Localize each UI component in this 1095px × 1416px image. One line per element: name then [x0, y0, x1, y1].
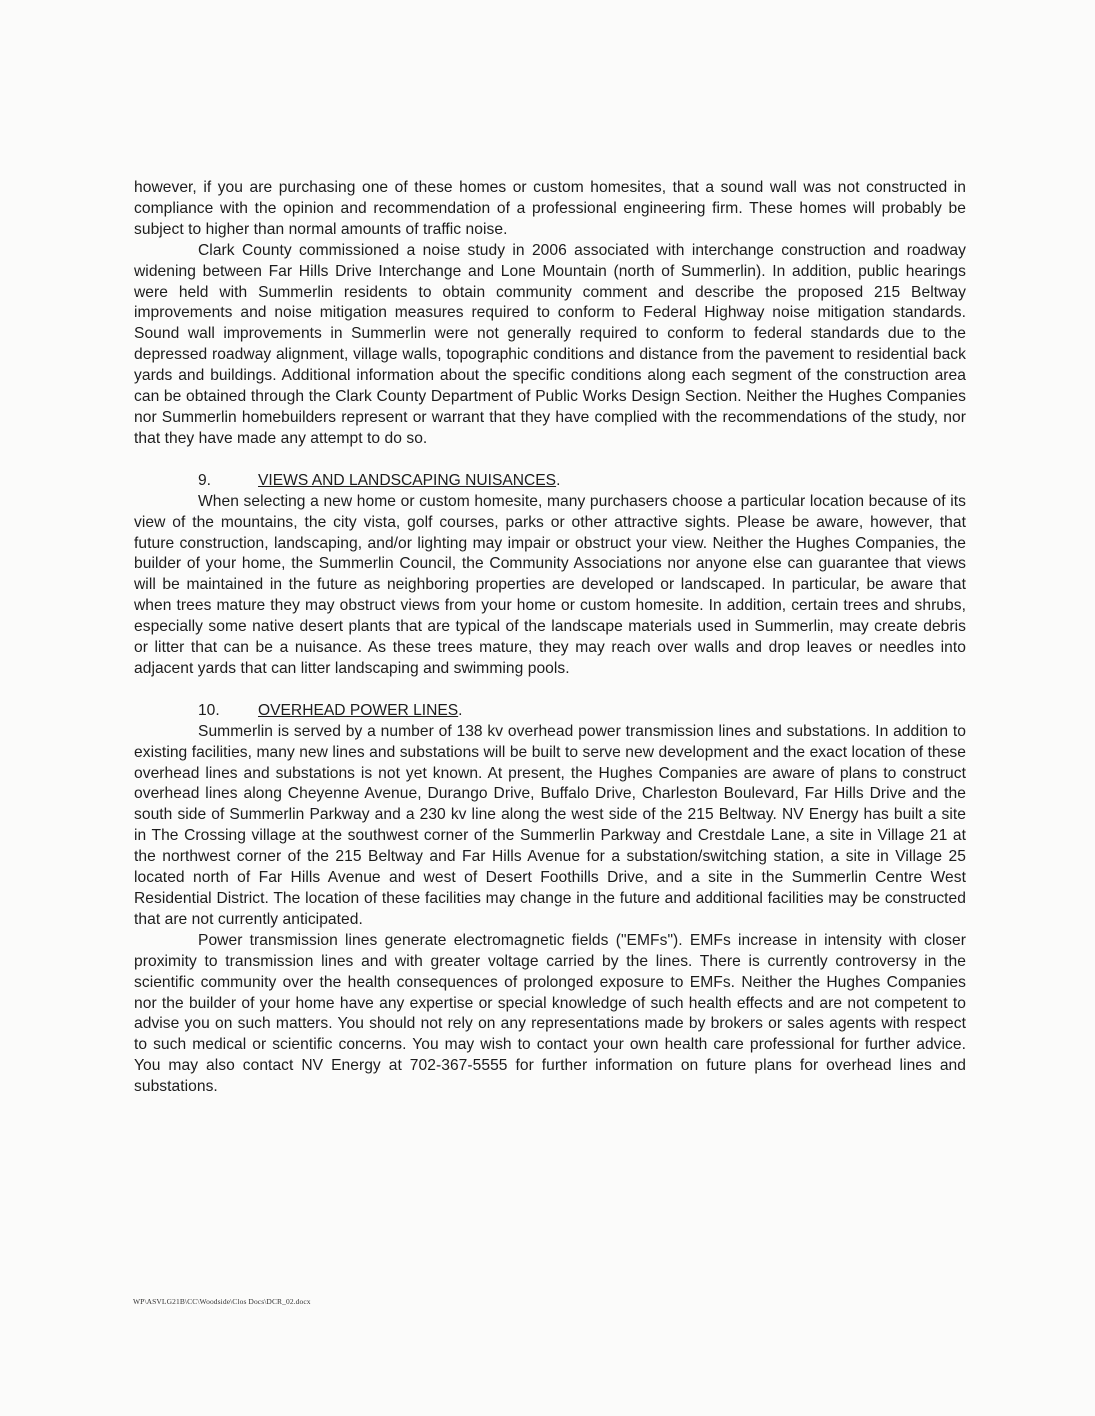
section-number: 10. [198, 701, 220, 719]
paragraph-emfs: Power transmission lines generate electromagnetic fields ("EMFs"). EMFs increase in intensity with closer proximity to transmission lines and with greater voltage carried by the lines. There is currently controversy in the scientific community over the health consequences of prolonged exposure to EMFs. Neither the Hughes Companies nor the builder of your home have any expertise or special knowledge of such health effects and are not competent to advise you on such matters. You should not rely on any representations made by brokers or sales agents with respect to such medical or scientific concerns. You may wish to contact your own health care professional for further advice. You may also contact NV Energy at 702-367-5555 for further information on future plans for overhead lines and substations. [134, 931, 966, 1096]
paragraph-noise-study: Clark County commissioned a noise study in 2006 associated with interchange construction and roadway widening between Far Hills Drive Interchange and Lone Mountain (north of Summerlin). In addition, public hearings were held with Summerlin residents to obtain community comment and describe the proposed 215 Beltway improvements and noise mitigation measures required to conform to Federal Highway noise mitigation standards. Sound wall improvements in Summerlin were not generally required to conform to federal standards due to the depressed roadway alignment, village walls, topographic conditions and distance from the pavement to residential back yards and buildings. Additional information about the specific conditions along each segment of the construction area can be obtained through the Clark County Department of Public Works Design Section. Neither the Hughes Companies nor Summerlin homebuilders represent or warrant that they have complied with the recommendations of the study, nor that they have made any attempt to do so. [134, 241, 966, 447]
document-body [134, 178, 966, 1098]
section-number: 9. [198, 471, 212, 489]
paragraph-views: When selecting a new home or custom homesite, many purchasers choose a particular location because of its view of the mountains, the city vista, golf courses, parks or other attractive sights. Please be aware, however, that future construction, landscaping, and/or lighting may impair or obstruct your view. Neither the Hughes Companies, the builder of your home, the Summerlin Council, the Community Associations nor anyone else can guarantee that views will be maintained in the future as neighboring properties are developed or landscaped. In particular, be aware that when trees mature they may obstruct views from your home or custom homesite. In addition, certain trees and shrubs, especially some native desert plants that are typical of the landscape materials used in Summerlin, may create debris or litter that can be a nuisance. As these trees mature, they may reach over walls and drop leaves or needles into adjacent yards that can litter landscaping and swimming pools. [134, 492, 966, 677]
section-title-period: . [458, 701, 463, 719]
section-title: OVERHEAD POWER LINES [258, 701, 459, 719]
section-title-wrapper [258, 701, 463, 722]
section-heading-power-lines [134, 701, 966, 722]
document-footer-path: WP\ASVLG21B\CC\Woodside\Clos Docs\DCR_02.docx [133, 1297, 311, 1306]
section-title-period: . [556, 471, 561, 489]
section-heading-views [134, 471, 966, 492]
paragraph-power-lines: Summerlin is served by a number of 138 kv overhead power transmission lines and substations. In addition to existing facilities, many new lines and substations will be built to serve new development and the exact location of these overhead lines and substations is not yet known. At present, the Hughes Companies are aware of plans to construct overhead lines along Cheyenne Avenue, Durango Drive, Buffalo Drive, Charleston Boulevard, Far Hills Drive and the south side of Summerlin Parkway and a 230 kv line along the west side of the 215 Beltway. NV Energy has built a site in The Crossing village at the southwest corner of the Summerlin Parkway and Crestdale Lane, a site in Village 21 at the northwest corner of the 215 Beltway and Far Hills Avenue for a substation/switching station, a site in Village 25 located north of Far Hills Avenue and west of Desert Foothills Drive, and a site in the Summerlin Centre West Residential District. The location of these facilities may change in the future and additional facilities may be constructed that are not currently anticipated. [134, 722, 966, 928]
section-title: VIEWS AND LANDSCAPING NUISANCES [258, 471, 557, 489]
paragraph-continuation: however, if you are purchasing one of these homes or custom homesites, that a sound wall was not constructed in compliance with the opinion and recommendation of a professional engineering firm. These homes will probably be subject to higher than normal amounts of traffic noise. [134, 179, 966, 238]
section-title-wrapper [258, 471, 560, 492]
